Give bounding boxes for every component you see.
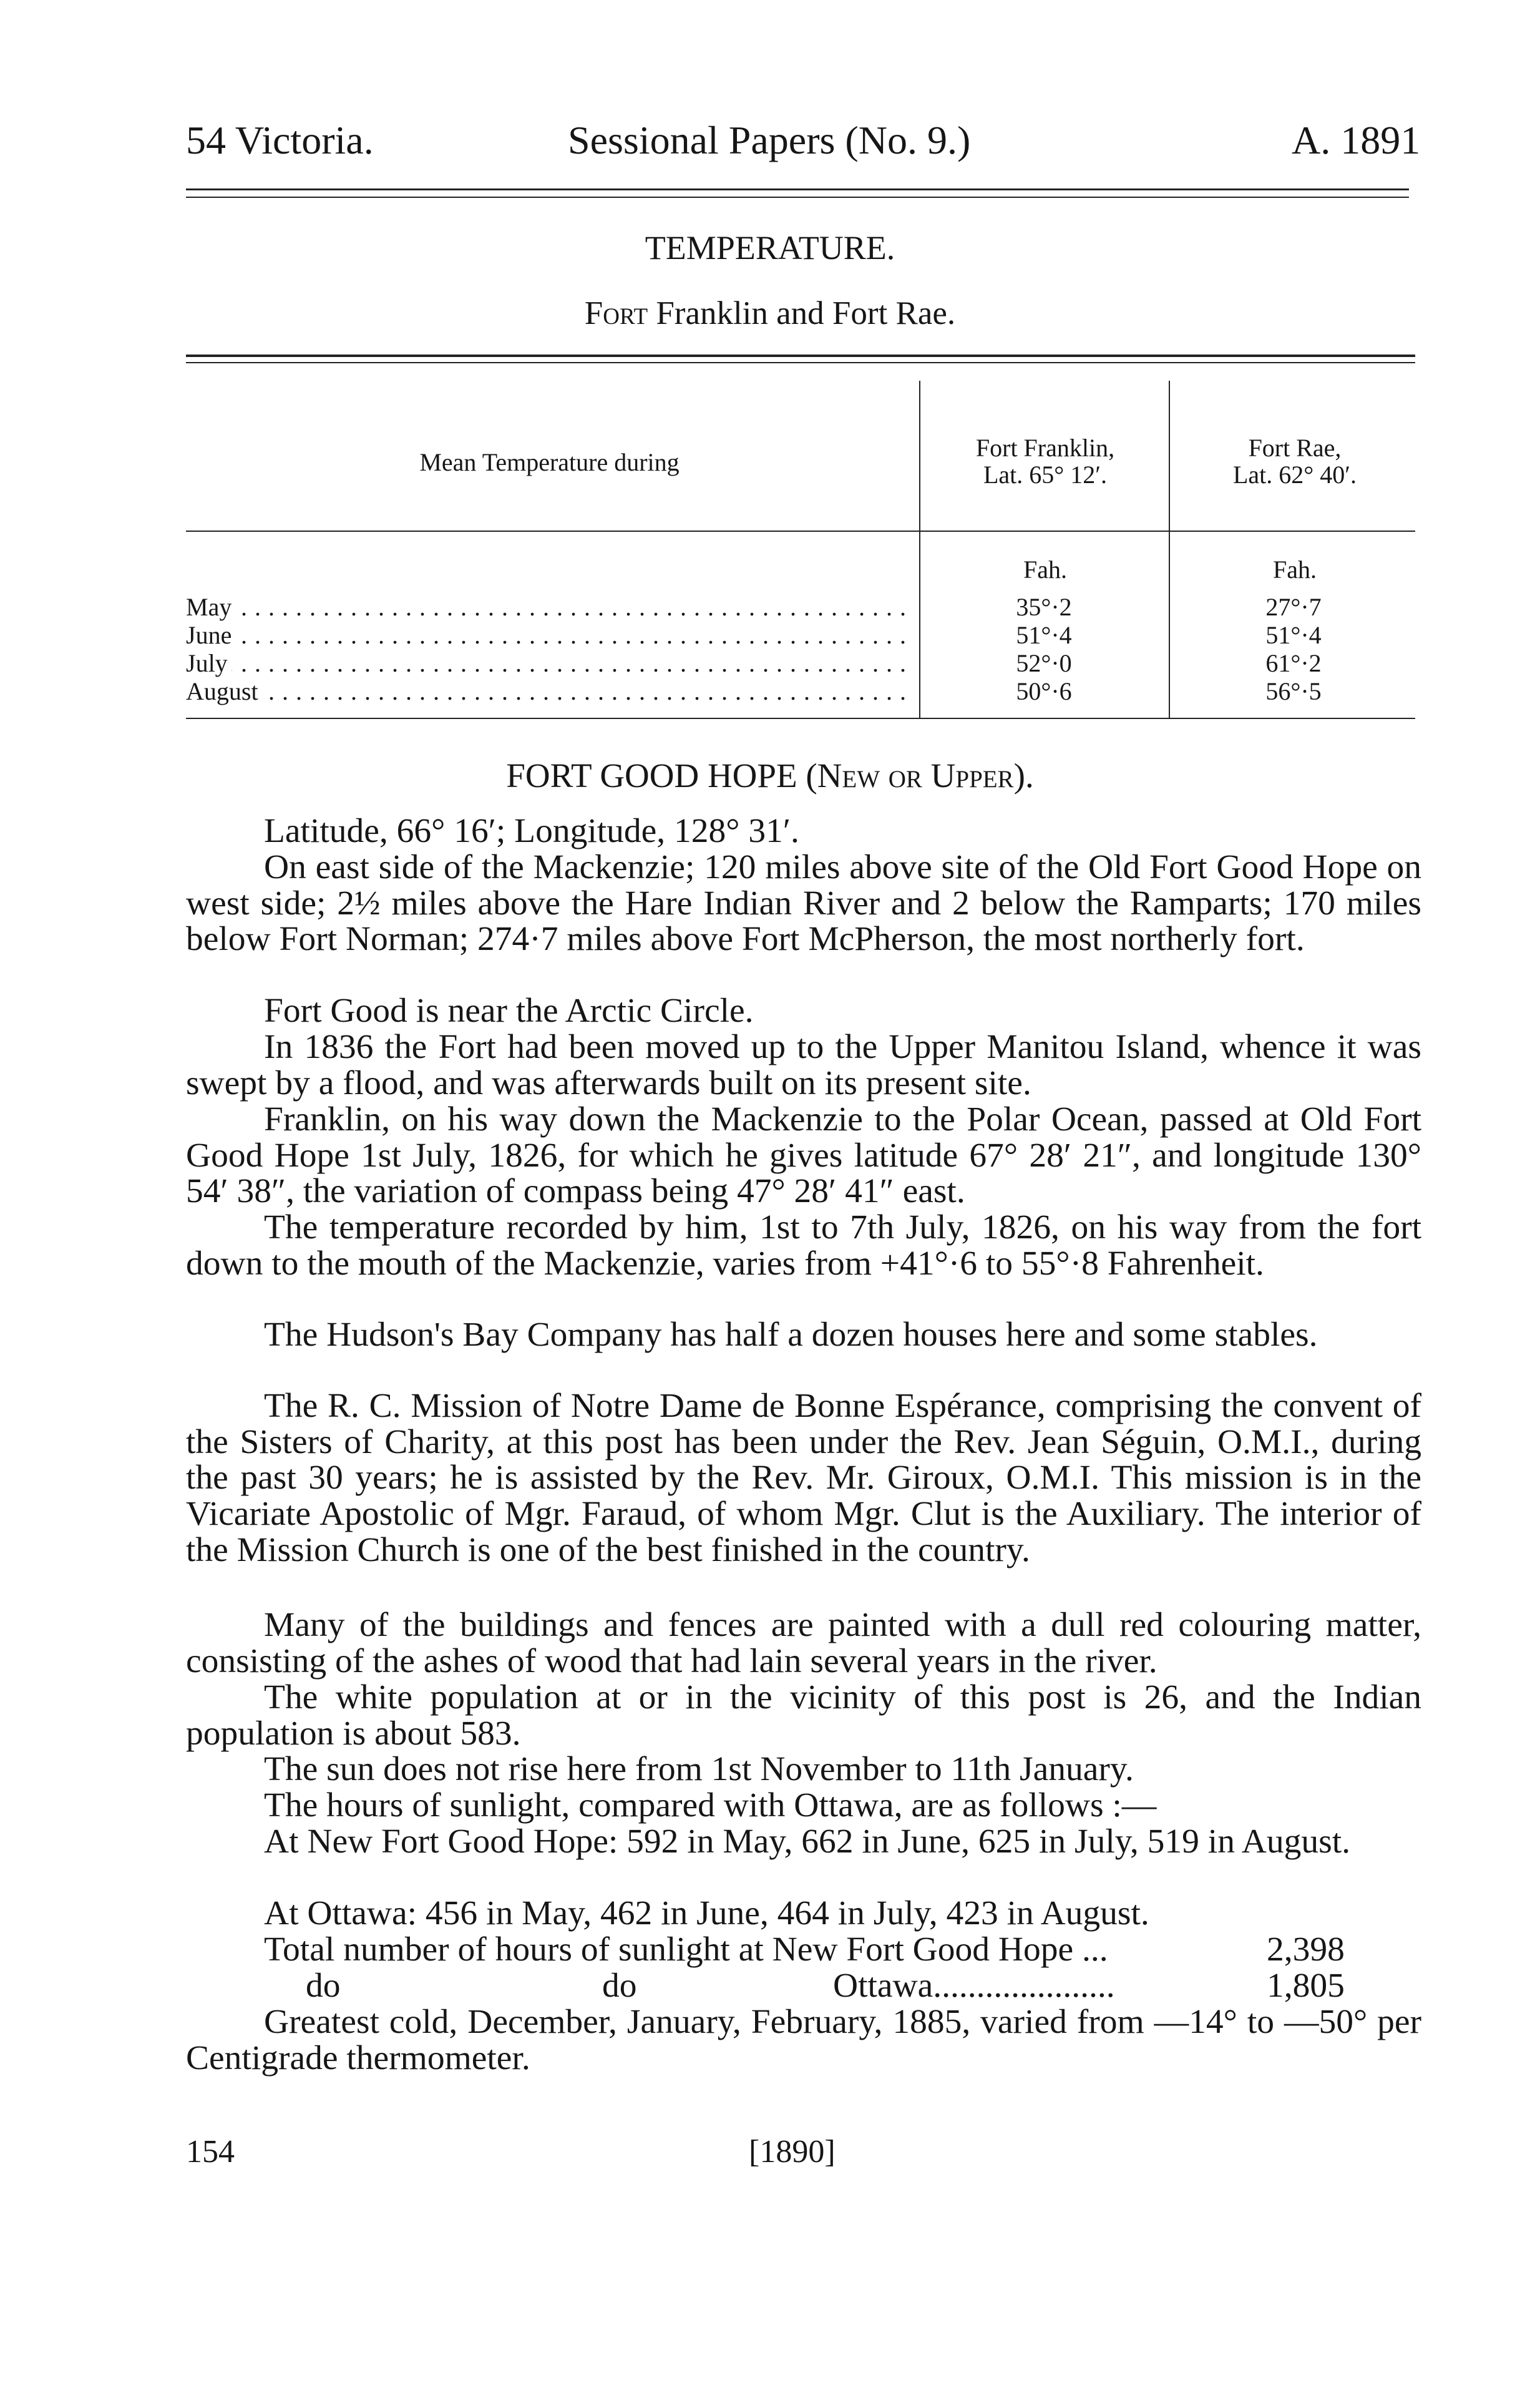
paragraph: On east side of the Mackenzie; 120 miles above site of the Old Fort Good Hope on west side; 2½ miles above the Hare Indian River and 2 below the Ramparts; 170 miles below Fort Norman; 274·7 miles above Fort McPherson, the most northerly fort. xyxy=(186,848,1421,959)
paragraph: At New Fort Good Hope: 592 in May, 662 in June, 625 in July, 519 in August. xyxy=(264,1823,1351,1861)
section-title-good-hope xyxy=(0,755,1540,796)
col-header-fort-franklin-1: Fort Franklin, xyxy=(975,434,1115,462)
row-month: May xyxy=(186,593,235,621)
table-row xyxy=(186,593,1415,622)
paragraph-greatest-cold: Greatest cold, December, January, February, 1885, varied from —14° to —50° per Centigrade thermometer. xyxy=(186,2003,1421,2077)
table-row xyxy=(186,649,1415,678)
unit-fort-rae: Fah. xyxy=(1273,555,1317,584)
paragraph: Franklin, on his way down the Mackenzie to the Polar Ocean, passed at Old Fort Good Hope 1st July, 1826, for which he gives latitude 67° 28′ 21″, and longitude 130° 54′ 38″, the variation of compass being 47° 28′ 41″ east. xyxy=(186,1100,1421,1211)
paragraph: The white population at or in the vicinity of this post is 26, and the Indian population is about 583. xyxy=(186,1678,1421,1753)
header-rule-top xyxy=(186,188,1409,190)
footer-year: [1890] xyxy=(749,2134,836,2170)
total-sunlight-good-hope-label: Total number of hours of sunlight at New Fort Good Hope ... xyxy=(264,1930,1108,1969)
row-fort-rae: 27°·7 xyxy=(1265,593,1322,621)
row-fort-franklin: 35°·2 xyxy=(1016,593,1072,621)
col-header-mean: Mean Temperature during xyxy=(419,448,680,476)
table-rule-top-2 xyxy=(186,362,1415,363)
paragraph: At Ottawa: 456 in May, 462 in June, 464 in July, 423 in August. xyxy=(264,1894,1149,1932)
subtitle-rest: Franklin and Fort Rae. xyxy=(648,295,956,331)
paragraph: Fort Good is near the Arctic Circle. xyxy=(264,992,754,1030)
row-month: August xyxy=(186,677,262,705)
section-title-temperature: TEMPERATURE. xyxy=(645,229,895,267)
header-right: A. 1891 xyxy=(1292,118,1421,162)
total-ditto-1: do xyxy=(306,1967,341,2005)
col-header-fort-franklin-2: Lat. 65° 12′. xyxy=(983,461,1108,489)
row-fort-franklin: 51°·4 xyxy=(1016,621,1072,649)
paragraph: The temperature recorded by him, 1st to 7th July, 1826, on his way from the fort down to the mouth of the Mackenzie, varies from +41°·6 to 55°·8 Fahrenheit. xyxy=(186,1208,1421,1283)
row-month: June xyxy=(186,621,235,649)
paragraph: The hours of sunlight, compared with Ottawa, are as follows :— xyxy=(264,1786,1157,1824)
header-left: 54 Victoria. xyxy=(186,118,374,162)
paragraph: In 1836 the Fort had been moved up to the Upper Manitou Island, whence it was swept by a flood, and was afterwards built on its present site. xyxy=(186,1028,1421,1102)
header-rule-bottom xyxy=(186,197,1409,198)
paragraph: The sun does not rise here from 1st November to 11th January. xyxy=(264,1750,1134,1788)
total-sunlight-good-hope-value: 2,398 xyxy=(1267,1930,1345,1969)
paragraph: Many of the buildings and fences are painted with a dull red colouring matter, consisting of the ashes of wood that had lain several years in the river. xyxy=(186,1606,1421,1680)
paragraph: The R. C. Mission of Notre Dame de Bonne Espérance, comprising the convent of the Sisters of Charity, at this post has been under the Rev. Jean Séguin, O.M.I., during the past 30 years; he is assisted by the Rev. Mr. Giroux, O.M.I. This mission is in the Vicariate Apostolic of Mgr. Faraud, of whom Mgr. Clut is the Auxiliary. The interior of the Mission Church is one of the best finished in the country. xyxy=(186,1387,1421,1569)
title-smallcaps: New or Upper xyxy=(817,756,1014,795)
table-row xyxy=(186,677,1415,706)
title-main: FORT GOOD HOPE ( xyxy=(506,756,817,795)
title-end: ). xyxy=(1013,756,1034,795)
row-fort-franklin: 52°·0 xyxy=(1016,649,1072,677)
row-fort-rae: 61°·2 xyxy=(1265,649,1322,677)
page-number: 154 xyxy=(186,2134,235,2170)
row-month: July xyxy=(186,649,231,677)
header-center: Sessional Papers (No. 9.) xyxy=(568,118,971,162)
table-rule-top-1 xyxy=(186,355,1415,357)
table-row xyxy=(186,621,1415,650)
unit-fort-franklin: Fah. xyxy=(1023,555,1067,584)
section-subtitle xyxy=(0,293,1540,333)
total-sunlight-ottawa-label: Ottawa..................... xyxy=(833,1967,1115,2005)
col-header-fort-rae-1: Fort Rae, xyxy=(1248,434,1342,462)
subtitle-fort: Fort xyxy=(584,295,648,331)
table-rule-bottom xyxy=(186,718,1415,719)
row-fort-rae: 56°·5 xyxy=(1265,677,1322,705)
row-fort-rae: 51°·4 xyxy=(1265,621,1322,649)
paragraph: The Hudson's Bay Company has half a dozen houses here and some stables. xyxy=(264,1316,1318,1354)
table-rule-mid xyxy=(186,531,1415,532)
row-fort-franklin: 50°·6 xyxy=(1016,677,1072,705)
total-ditto-2: do xyxy=(602,1967,637,2005)
latitude-longitude: Latitude, 66° 16′; Longitude, 128° 31′. xyxy=(264,812,799,850)
col-header-fort-rae-2: Lat. 62° 40′. xyxy=(1232,461,1357,489)
total-sunlight-ottawa-value: 1,805 xyxy=(1267,1967,1345,2005)
